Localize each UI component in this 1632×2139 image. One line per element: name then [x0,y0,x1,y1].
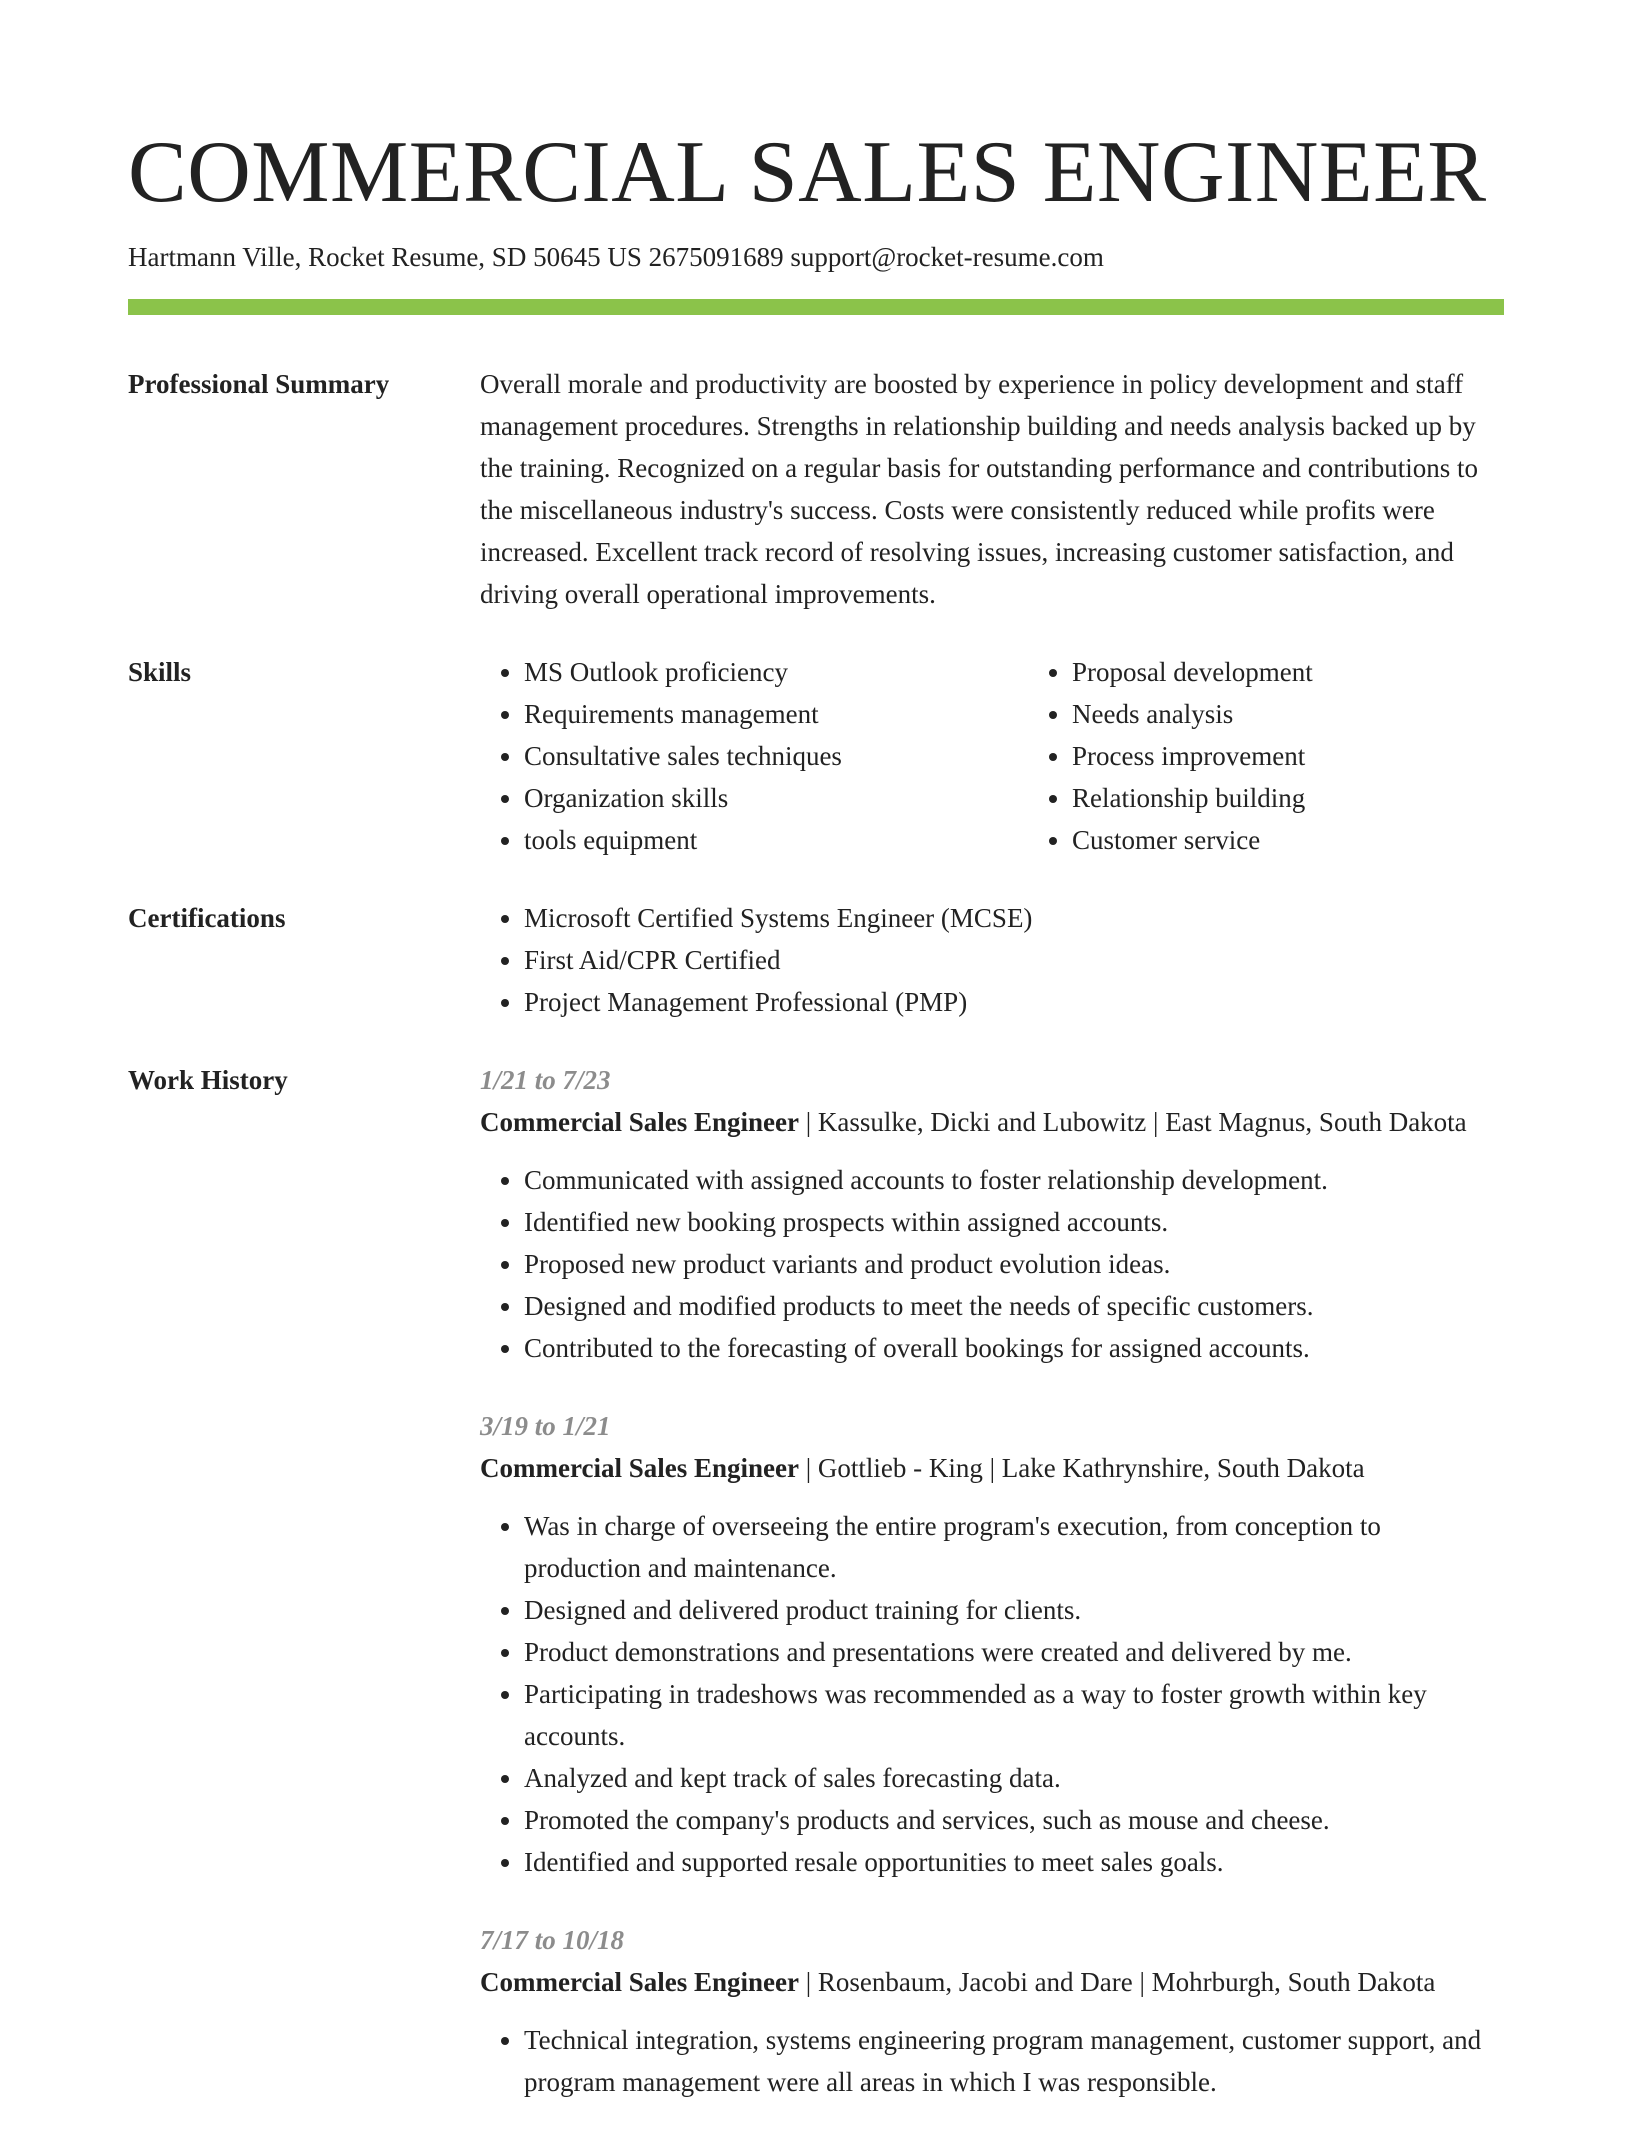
job-details: | Rosenbaum, Jacobi and Dare | Mohrburgh, South Dakota [798,1966,1436,1997]
section-certifications [128,897,1504,1023]
section-body [480,897,1504,1023]
section-body [480,1059,1504,2139]
list-item: • MS Outlook proficiency [524,651,1028,693]
list-item: • First Aid/CPR Certified [524,939,1504,981]
accent-divider [128,299,1504,315]
list-item: • Participating in tradeshows was recommended as a way to foster growth within key accounts. [524,1673,1504,1757]
section-label: Certifications [128,902,286,933]
contact-info: Hartmann Ville, Rocket Resume, SD 50645 US 2675091689 support@rocket-resume.com [128,241,1104,272]
summary-text: Overall morale and productivity are boosted by experience in policy development and staff management procedures. Strengths in relationship building and needs analysis backed up by the training. Recognized on a regular basis for outstanding performance and contributions to the miscellaneous industry's success. Costs were consistently reduced while profits were increased. Excellent track record of resolving issues, increasing customer satisfaction, and driving overall operational improvements. [480,368,1478,609]
list-item: • Proposal development [1072,651,1576,693]
job-details: | Kassulke, Dicki and Lubowitz | East Magnus, South Dakota [798,1106,1467,1137]
list-item: • Microsoft Certified Systems Engineer (MCSE) [524,897,1504,939]
job-bullets [480,1159,1504,1369]
job-dates: 7/17 to 10/18 [480,1924,625,1955]
list-item: • tools equipment [524,819,1028,861]
list-item: • Organization skills [524,777,1028,819]
list-item: • Needs analysis [1072,693,1576,735]
job-title: Commercial Sales Engineer [480,1452,799,1483]
job-details: | Gottlieb - King | Lake Kathrynshire, South Dakota [798,1452,1365,1483]
job-entry [480,1059,1504,1369]
list-item: • Promoted the company's products and services, such as mouse and cheese. [524,1799,1504,1841]
list-item: • Communicated with assigned accounts to foster relationship development. [524,1159,1504,1201]
job-dates: 3/19 to 1/21 [480,1410,611,1441]
list-item: • Requirements management [524,693,1028,735]
skills-column-1 [480,651,1028,861]
job-heading [480,1961,1504,2003]
job-bullets [480,1505,1504,1883]
section-body [480,651,1576,861]
section-label: Professional Summary [128,368,390,399]
list-item: • Proposed new product variants and product evolution ideas. [524,1243,1504,1285]
skills-grid [480,651,1576,861]
list-item: • Process improvement [1072,735,1576,777]
list-item: • Technical integration, systems engineering program management, customer support, and program management were all areas in which I was responsible. [524,2019,1504,2103]
job-dates: 1/21 to 7/23 [480,1064,611,1095]
job-bullets [480,2019,1504,2103]
list-item: • Project Management Professional (PMP) [524,981,1504,1023]
list-item: • Contributed to the forecasting of overall bookings for assigned accounts. [524,1327,1504,1369]
list-item: • Relationship building [1072,777,1576,819]
list-item: • Consultative sales techniques [524,735,1028,777]
section-label: Skills [128,656,192,687]
job-heading [480,1101,1504,1143]
certifications-list [480,897,1504,1023]
list-item: • Was in charge of overseeing the entire program's execution, from conception to production and maintenance. [524,1505,1504,1589]
job-entry [480,1405,1504,1883]
list-item: • Designed and modified products to meet the needs of specific customers. [524,1285,1504,1327]
job-entry [480,1919,1504,2103]
list-item: • Identified new booking prospects within assigned accounts. [524,1201,1504,1243]
section-work-history [128,1059,1504,2139]
list-item: • Identified and supported resale opportunities to meet sales goals. [524,1841,1504,1883]
section-body [480,363,1504,615]
list-item: • Customer service [1072,819,1576,861]
job-title: Commercial Sales Engineer [480,1106,799,1137]
skills-column-2 [1028,651,1576,861]
job-heading [480,1447,1504,1489]
section-label: Work History [128,1064,288,1095]
section-professional-summary [128,363,1504,615]
section-skills [128,651,1504,861]
list-item: • Product demonstrations and presentations were created and delivered by me. [524,1631,1504,1673]
resume-title: COMMERCIAL SALES ENGINEER [128,124,1487,221]
job-title: Commercial Sales Engineer [480,1966,799,1997]
list-item: • Designed and delivered product training for clients. [524,1589,1504,1631]
list-item: • Analyzed and kept track of sales forecasting data. [524,1757,1504,1799]
